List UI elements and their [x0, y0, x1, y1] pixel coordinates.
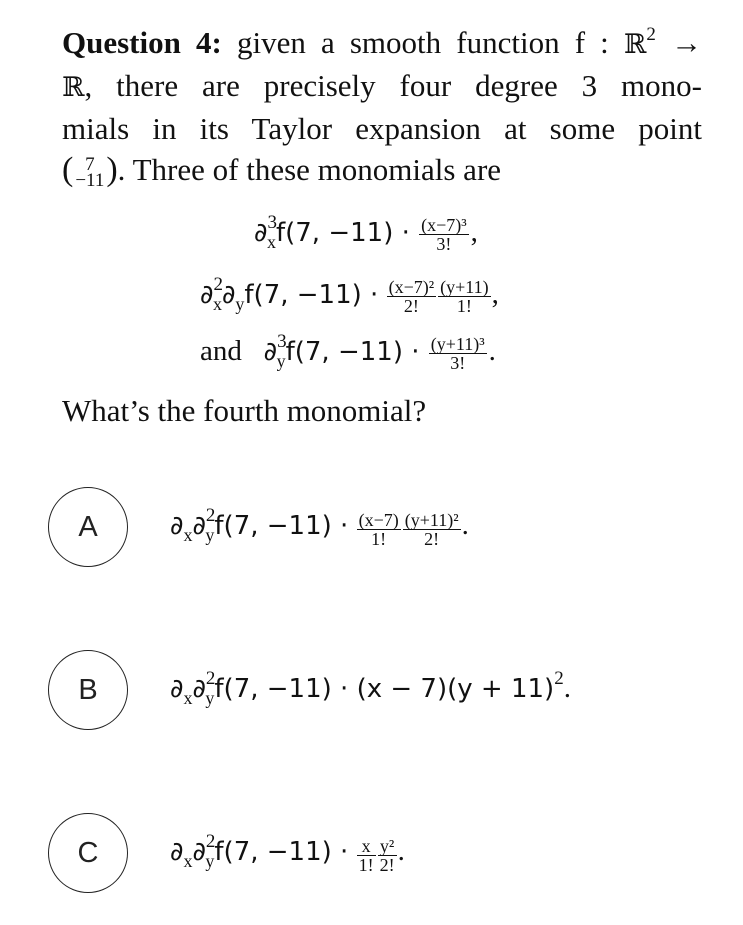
option-b-expression: $\partial_x\partial^2_yf(7$, $-11) \cdot (x - 7)(y + 11)^2$.: [170, 668, 571, 708]
point-vector: 7 −11: [75, 153, 105, 191]
question-line-1: Question 4: given a smooth function f : ℝ$^2$ →: [62, 24, 703, 60]
prompt-text: What’s the fourth monomial?: [62, 393, 427, 428]
monomial-2: $\partial^2_x\partial_yf(7$, −11) · $\frac{\text{(x−7)²}}{2!}$ $\frac{(y+11)}{1!}$ ,: [200, 274, 499, 317]
fraction: $\frac{\text{(x−7)³}}{3!}$: [421, 214, 467, 254]
option-a[interactable]: [48, 487, 708, 569]
question-line-4: ( 7 −11 ). Three of these monomials are: [62, 151, 502, 191]
option-c-expression: $\partial_x\partial^2_yf(7$, −11) · $\frac{x}{1!}$ $\frac{\text{y²}}{2!}$ .: [170, 831, 405, 875]
question-line-3: mials in its Taylor expansion at some point: [62, 111, 702, 146]
question-line-2: ℝ, there are precisely four degree 3 mono-: [62, 68, 702, 103]
option-a-circle[interactable]: A: [48, 487, 128, 567]
option-c[interactable]: [48, 813, 708, 895]
monomial-1: ∂$^3_x$f(7, −11) · $\frac{\text{(x−7)³}}{3!}$ ,: [254, 212, 478, 254]
option-b[interactable]: [48, 650, 708, 732]
option-b-circle[interactable]: B: [48, 650, 128, 730]
option-a-expression: $\partial_x\partial^2_yf(7$, −11) · $\frac{(x-7)}{1!}$ $\frac{\text{(y+11)²}}{2!}$ .: [170, 505, 469, 549]
monomial-3: and ∂$^3_y$f(7, −11) · $\frac{\text{(y+11)³}}{3!}$ .: [200, 331, 496, 373]
option-c-circle[interactable]: C: [48, 813, 128, 893]
question-label: Question 4:: [62, 25, 222, 60]
question-text: [62, 22, 702, 190]
